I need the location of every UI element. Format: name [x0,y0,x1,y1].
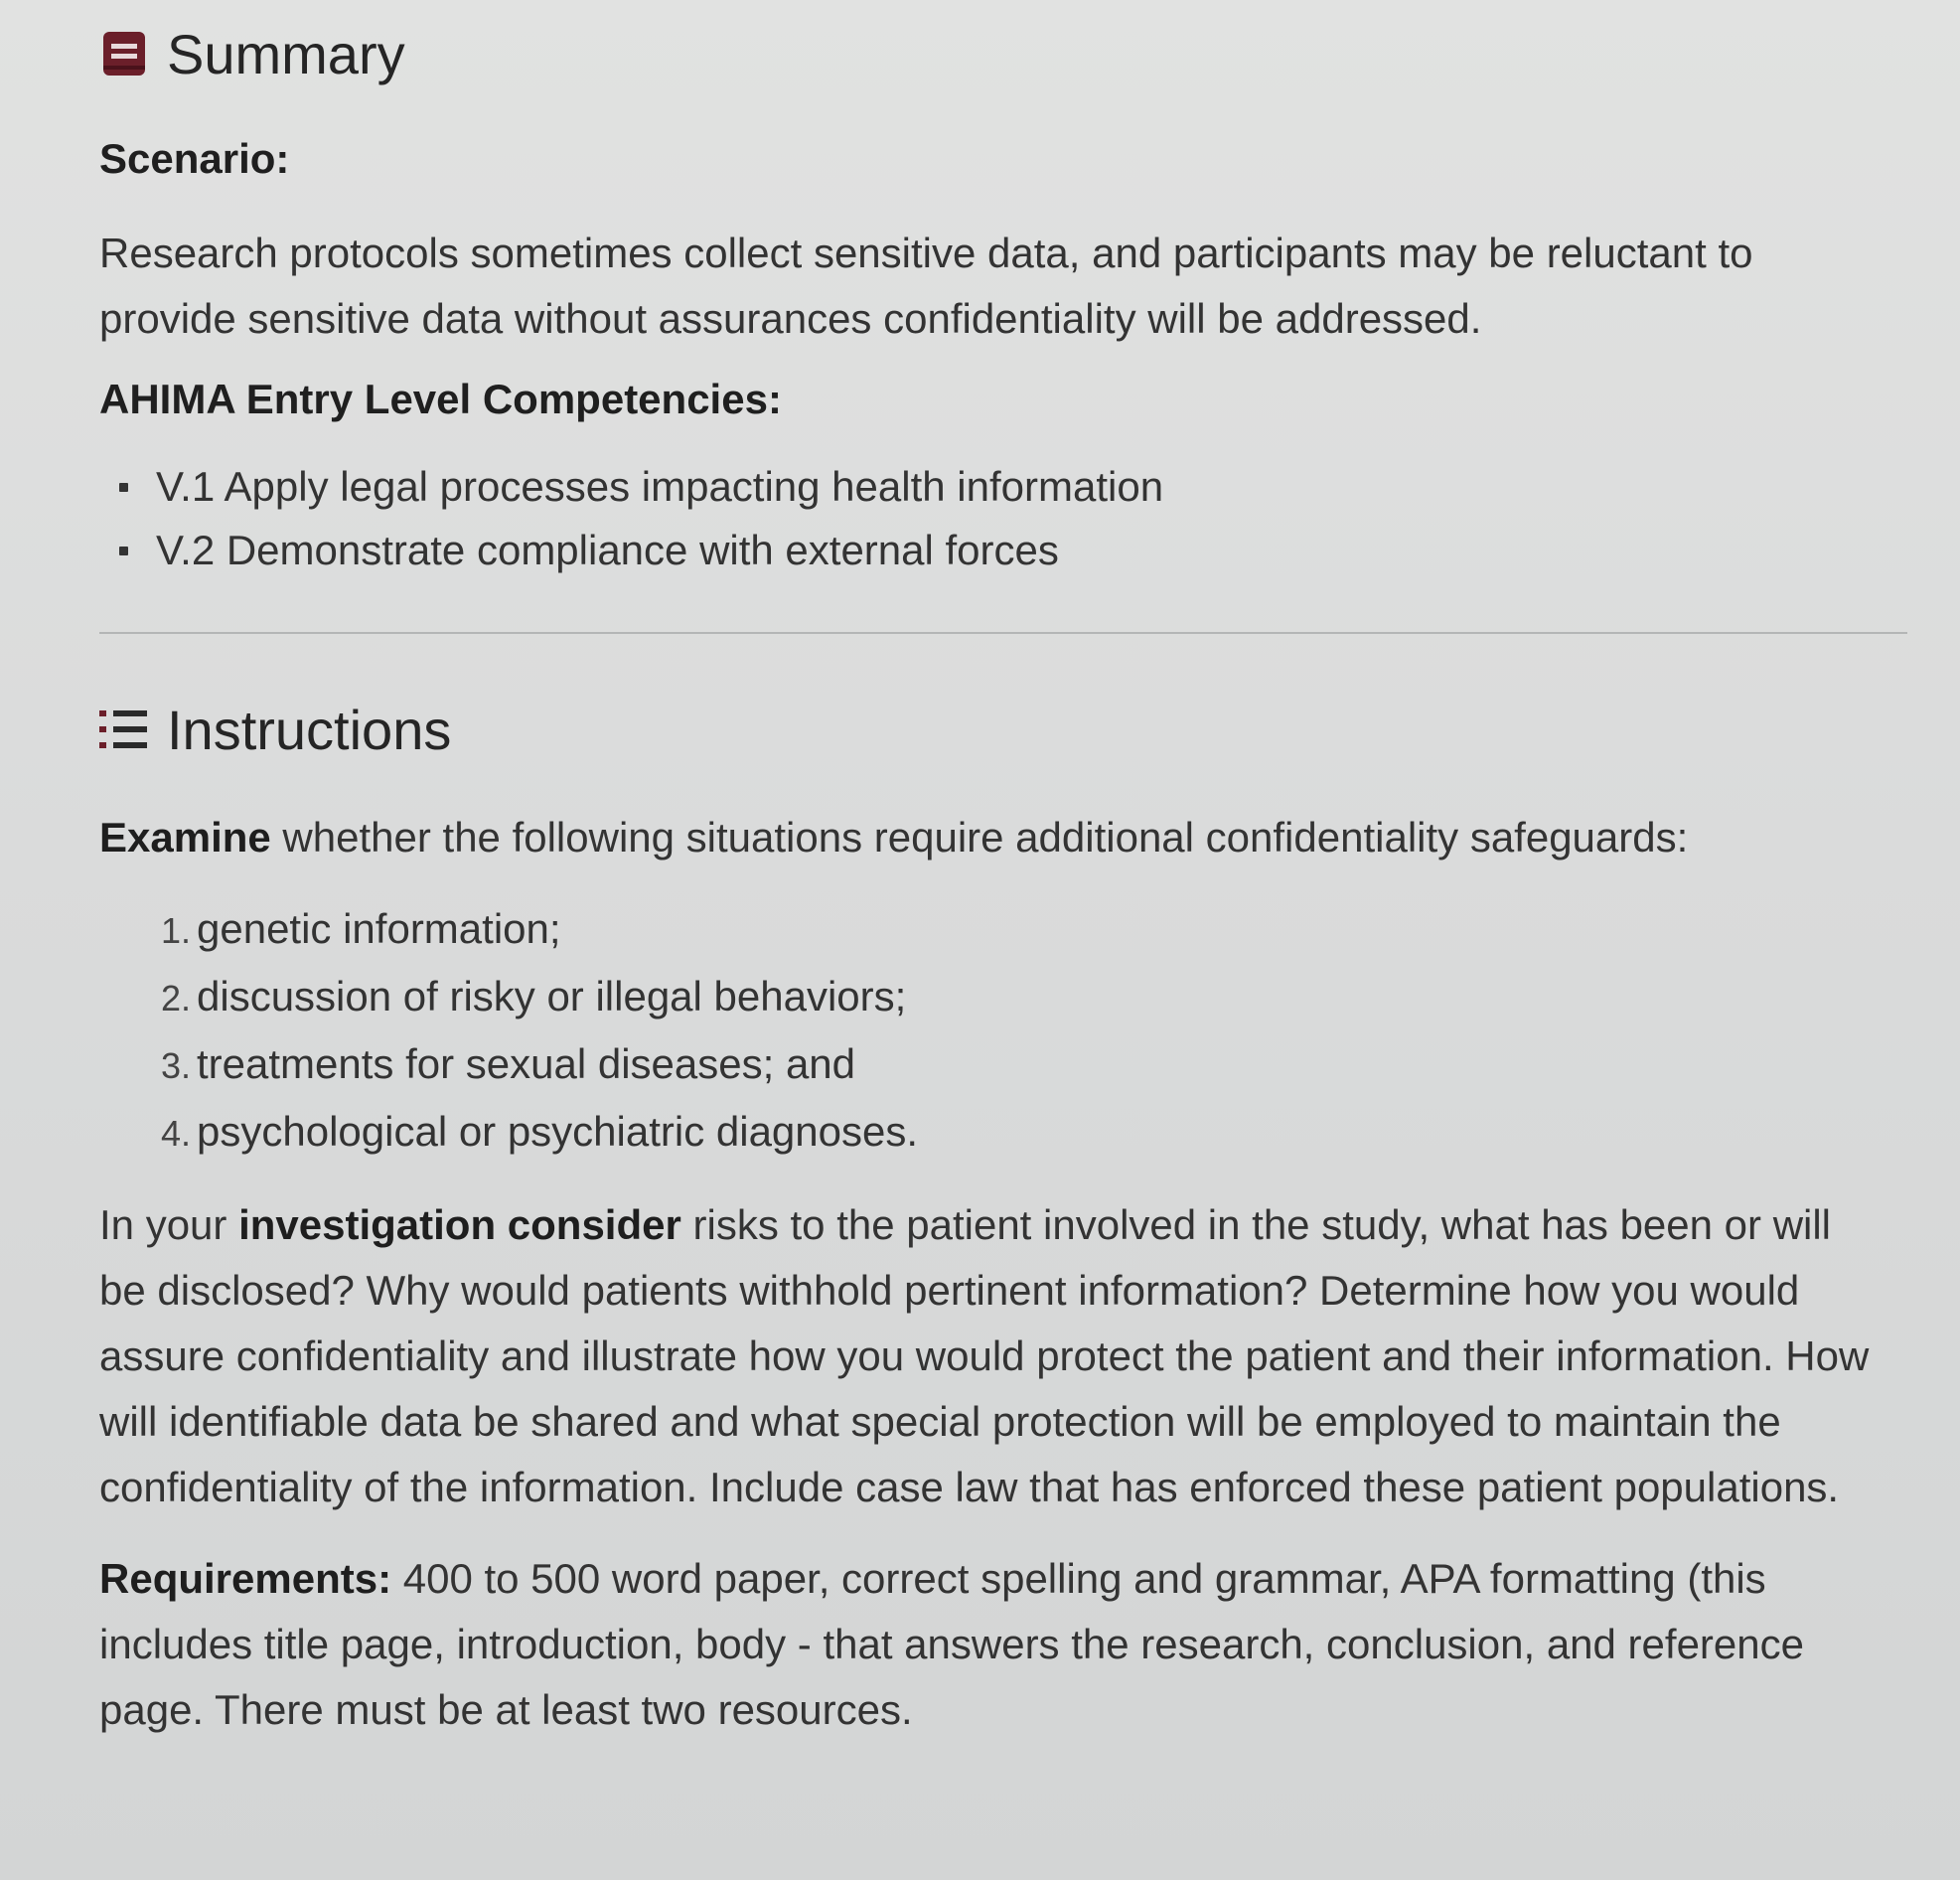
item-number: 4. [160,1113,191,1154]
list-item [99,896,1907,964]
list-item [99,1099,1907,1167]
competencies-label: AHIMA Entry Level Competencies: [99,376,782,422]
item-number: 3. [160,1045,191,1086]
item-number: 1. [160,910,191,951]
investigation-paragraph [99,1192,1887,1520]
summary-title: Summary [167,22,405,85]
list-icon [99,705,149,754]
examine-line [99,805,1907,870]
list-item [99,455,1907,519]
list-item [99,519,1907,582]
bullet-icon [119,483,128,492]
instructions-heading [99,690,1907,769]
list-item [99,1031,1907,1099]
content-area [99,14,1907,1743]
instructions-title: Instructions [167,698,452,761]
requirements-text: 400 to 500 word paper, correct spelling and grammar, APA formatting (this includes title page, introduction, body - that answers the research, conclusion, and reference page. There must be at least two resources. [99,1555,1804,1733]
item-text: psychological or psychiatric diagnoses. [197,1108,919,1155]
summary-heading [99,14,1907,93]
examine-bold: Examine [99,814,271,861]
investigation-prefix: In your [99,1201,239,1248]
scenario-text: Research protocols sometimes collect sensitive data, and participants may be reluctant to provide sensitive data without assurances confidentiality will be addressed. [99,230,1753,342]
list-item [99,964,1907,1031]
section-divider [99,632,1907,634]
competency-text: V.1 Apply legal processes impacting health information [156,463,1164,510]
item-number: 2. [160,978,191,1018]
situations-list [99,896,1907,1167]
item-text: genetic information; [197,905,561,952]
book-icon [99,29,149,78]
examine-rest: whether the following situations require additional confidentiality safeguards: [270,814,1689,861]
investigation-bold: investigation consider [238,1201,681,1248]
competency-text: V.2 Demonstrate compliance with external forces [156,527,1059,573]
requirements-label: Requirements: [99,1555,392,1602]
scenario-label: Scenario: [99,135,290,182]
investigation-rest: risks to the patient involved in the study, what has been or will be disclosed? Why would patients withhold pertinent information? Determine how you would assure confidentiality and illustrate how you would protect the patient and their information. How will identifiable data be shared and what special protection will be employed to maintain the confidentiality of the information. Include case law that has enforced these patient populations. [99,1201,1870,1510]
competencies-list [99,455,1907,582]
bullet-icon [119,547,128,555]
item-text: discussion of risky or illegal behaviors; [197,973,907,1019]
item-text: treatments for sexual diseases; and [197,1040,856,1087]
requirements-paragraph [99,1546,1868,1743]
